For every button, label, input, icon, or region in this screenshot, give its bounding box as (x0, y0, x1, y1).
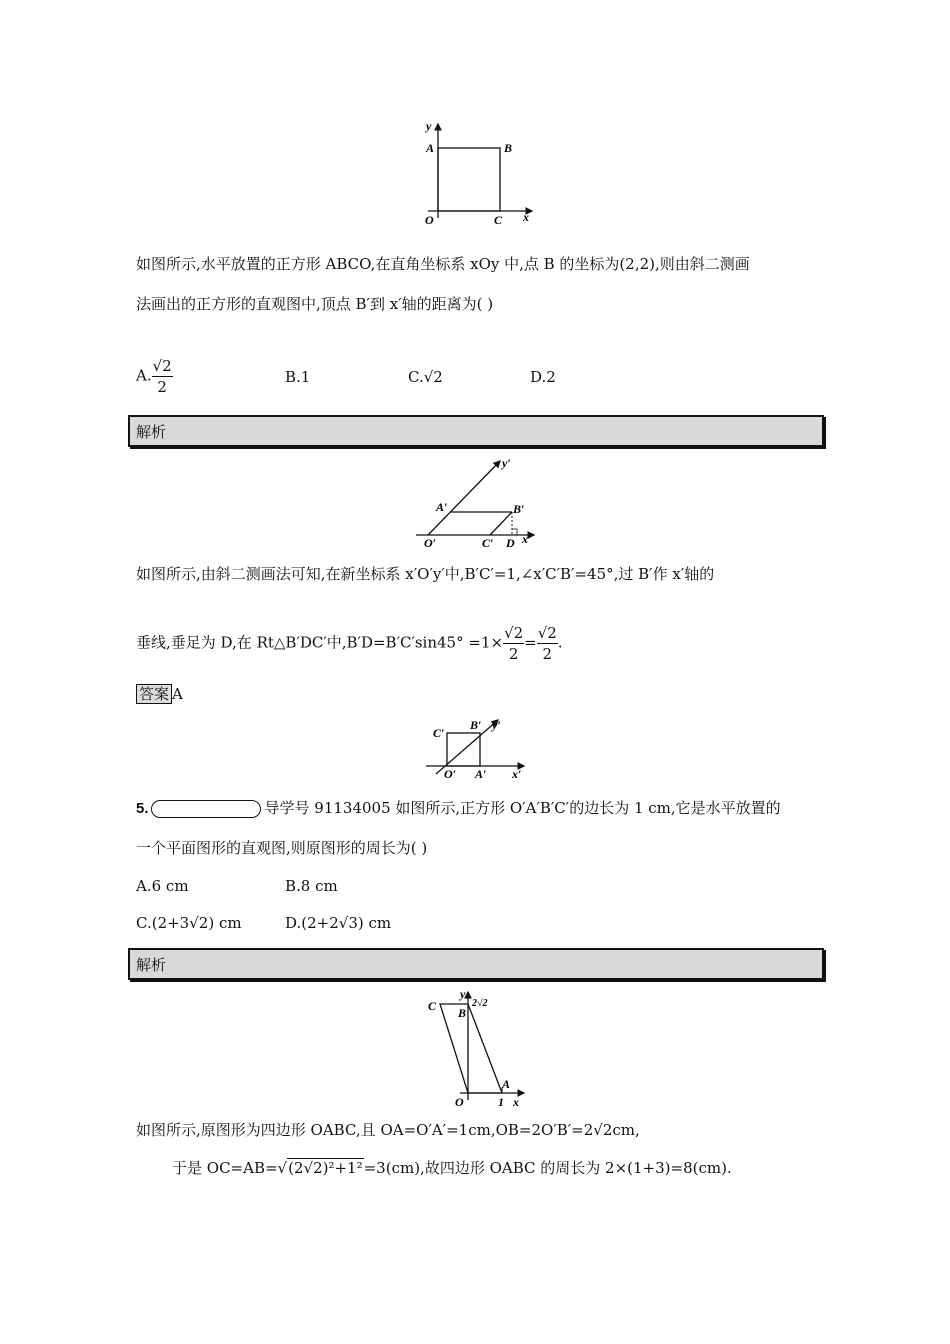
a5-radical: √(2√2)²+1² (277, 1159, 363, 1177)
answer-row-4 (136, 684, 183, 704)
q5-number: 5. (136, 800, 149, 817)
q5-option-c: C.(2+3√2) cm (136, 914, 242, 932)
figure-square-oabc-prime (420, 712, 530, 782)
fig1-o-label: O (425, 213, 434, 227)
fig2-o-label: O′ (424, 536, 437, 550)
a4-line2 (136, 623, 563, 664)
a4-line1: 如图所示,由斜二测画法可知,在新坐标系 x′O′y′中,B′C′=1,∠x′C′B′=45°,过 B′作 x′轴的 (136, 565, 715, 583)
fig4-o-label: O (455, 1095, 464, 1109)
a5-line2-pre: 于是 OC=AB= (172, 1159, 278, 1177)
q4-line2: 法画出的正方形的直观图中,顶点 B′到 x′轴的距离为( ) (136, 295, 494, 313)
a4-fraction-1 (503, 623, 524, 664)
answer-value: A (172, 685, 183, 703)
fig2-b-label: B′ (513, 502, 525, 516)
fig3-a-label: A′ (475, 767, 487, 781)
fig3-b-label: B′ (470, 718, 482, 732)
fig3-o-label: O′ (444, 767, 457, 781)
a5-radicand: (2√2)²+1² (288, 1159, 363, 1177)
figure-oblique-square (412, 455, 542, 555)
fig2-c-label: C′ (482, 536, 494, 550)
fig2-a-label: A′ (436, 500, 448, 514)
a4-equals: = (524, 633, 537, 652)
q4-option-a-numerator: √2 (152, 357, 172, 375)
q4-option-b: B.1 (285, 368, 311, 386)
analysis-label-1: 解析 (136, 424, 167, 441)
answer-label: 答案 (136, 684, 172, 704)
analysis-header-1 (128, 415, 824, 447)
fig4-x-label: x (513, 1095, 519, 1109)
q4-option-a-denominator: 2 (157, 378, 167, 396)
fig3-y-label: y′ (492, 718, 501, 732)
analysis-header-2 (128, 948, 824, 980)
a4-line2-post: . (557, 633, 563, 652)
a4-line2-pre: 垂线,垂足为 D,在 Rt△B′DC′中,B′D=B′C′sin45° =1× (136, 633, 504, 652)
fig4-y-label: y (460, 988, 466, 1001)
fig4-2root2-label: 2√2 (472, 998, 488, 1009)
fig1-b-label: B (504, 141, 513, 155)
q4-option-a (136, 356, 173, 397)
a4-fraction-2-den: 2 (542, 645, 553, 663)
fig3-x-label: x′ (512, 767, 522, 781)
fig3-c-label: C′ (433, 726, 445, 740)
figure-quadrilateral-oabc (420, 988, 530, 1113)
a4-fraction-1-den: 2 (508, 645, 519, 663)
fig1-c-label: C (494, 213, 503, 227)
figure-square-abco (420, 118, 540, 228)
fig2-x-label: x′ (522, 532, 532, 546)
a5-line2-post: =3(cm),故四边形 OABC 的周长为 2×(1+3)=8(cm). (363, 1159, 732, 1177)
fig1-a-label: A (426, 141, 435, 155)
a4-fraction-2 (537, 623, 558, 664)
fig1-x-label: x (523, 210, 529, 224)
q4-option-a-prefix: A. (136, 366, 152, 385)
q5-line1-text: 导学号 91134005 如图所示,正方形 O′A′B′C′的边长为 1 cm,它是水平放置的 (264, 799, 781, 817)
q4-option-c: C.√2 (408, 368, 443, 386)
q5-option-b: B.8 cm (285, 877, 338, 895)
q5-line1 (136, 798, 781, 819)
q5-tag-pill (151, 800, 261, 818)
a4-fraction-2-num: √2 (537, 624, 557, 642)
analysis-label-2: 解析 (136, 957, 167, 974)
fig2-d-label: D (506, 536, 515, 550)
q5-line2: 一个平面图形的直观图,则原图形的周长为( ) (136, 839, 428, 857)
a5-line2 (172, 1158, 732, 1178)
fig2-y-label: y′ (502, 456, 511, 470)
q5-option-d: D.(2+2√3) cm (285, 914, 392, 932)
fig4-c-label: C (428, 999, 437, 1013)
fig4-a-label: A (502, 1077, 511, 1091)
q4-line1: 如图所示,水平放置的正方形 ABCO,在直角坐标系 xOy 中,点 B 的坐标为(2,2),则由斜二测画 (136, 255, 750, 273)
a4-fraction-1-num: √2 (504, 624, 524, 642)
q4-option-a-fraction (152, 356, 173, 397)
fig4-one-label: 1 (498, 1095, 504, 1109)
q5-option-a: A.6 cm (136, 877, 189, 895)
fig4-b-label: B (458, 1006, 467, 1020)
a5-line1: 如图所示,原图形为四边形 OABC,且 OA=O′A′=1cm,OB=2O′B′=2√2cm, (136, 1121, 640, 1139)
fig1-y-label: y (426, 119, 432, 133)
q4-option-d: D.2 (530, 368, 556, 386)
